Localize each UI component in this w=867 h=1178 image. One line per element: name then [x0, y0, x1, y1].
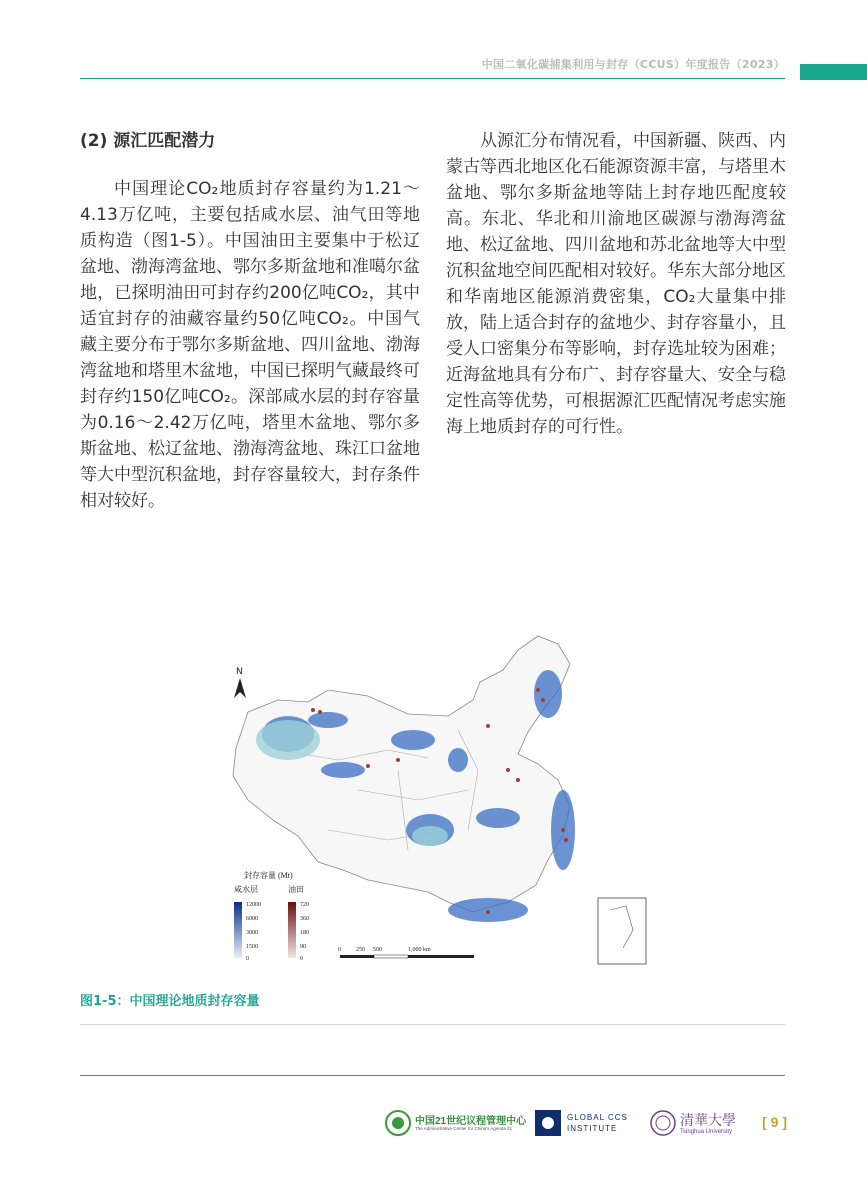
- saline-tick: 3000: [246, 930, 258, 936]
- oil-tick: 90: [300, 944, 306, 950]
- footer-rule: [80, 1075, 785, 1076]
- scale-label: 0: [338, 947, 341, 953]
- oil-tick: 0: [300, 956, 303, 962]
- left-paragraph: 中国理论CO₂地质封存容量约为1.21～4.13万亿吨，主要包括咸水层、油气田等地质构造（图1-5）。中国油田主要集中于松辽盆地、渤海湾盆地、鄂尔多斯盆地和准噶尔盆地，已探明油田可封存约200亿吨CO₂，其中适宜封存的油藏容量约50亿吨CO₂。中国气藏主要分布于鄂尔多斯盆地、四川盆地、渤海湾盆地和塔里木盆地，中国已探明气藏最终可封存约150亿吨CO₂。深部咸水层的封存容量为0.16～2.42万亿吨，塔里木盆地、鄂尔多斯盆地、松辽盆地、渤海湾盆地、珠江口盆地等大中型沉积盆地，封存容量较大，封存条件相对较好。: [80, 179, 420, 511]
- oil-tick: 180: [300, 930, 309, 936]
- oil-tick: 720: [300, 902, 309, 908]
- map-svg: [218, 630, 648, 970]
- section-heading: (2) 源汇匹配潜力: [80, 131, 216, 151]
- legend-title: 封存容量 (Mt): [244, 871, 293, 880]
- legend-saline-label: 咸水层: [234, 885, 258, 894]
- oil-tick: 360: [300, 916, 309, 922]
- report-header-title: 中国二氧化碳捕集利用与封存（CCUS）年度报告（2023）: [481, 58, 785, 71]
- tsinghua-subtitle: Tsinghua University: [680, 1129, 733, 1135]
- saline-tick: 6000: [246, 916, 258, 922]
- tsinghua-seal-icon: [650, 1110, 676, 1136]
- scale-label: 500: [373, 947, 382, 953]
- oil-color-ramp: [288, 902, 296, 958]
- page-number: [ 9 ]: [762, 1114, 787, 1130]
- south-china-sea-inset: [598, 898, 646, 964]
- caption-separator: [80, 1024, 785, 1025]
- gccsi-emblem-icon: [535, 1110, 561, 1136]
- gccsi-line1: GLOBAL CCS: [567, 1113, 628, 1122]
- header-rule: [80, 78, 785, 79]
- acca21-subtitle: The Administrative Center for China's Agenda 21: [415, 1126, 513, 1131]
- right-column: [446, 128, 786, 440]
- scale-label: 250: [356, 947, 365, 953]
- header-accent-bar: [800, 64, 867, 80]
- tsinghua-name: 清華大學: [680, 1113, 736, 1129]
- north-label: N: [236, 667, 243, 677]
- saline-tick: 1500: [246, 944, 258, 950]
- scale-label: 1,000 km: [408, 947, 431, 953]
- figure-caption: 图1-5：中国理论地质封存容量: [80, 994, 260, 1009]
- gccsi-line2: INSTITUTE: [567, 1124, 618, 1133]
- left-column: [80, 128, 420, 514]
- acca21-emblem-icon: [385, 1110, 411, 1136]
- saline-color-ramp: [234, 902, 242, 958]
- legend-oil-label: 油田: [288, 885, 304, 894]
- storage-capacity-map: [218, 630, 648, 970]
- saline-tick: 12000: [246, 902, 261, 908]
- saline-tick: 0: [246, 956, 249, 962]
- right-paragraph: 从源汇分布情况看，中国新疆、陕西、内蒙古等西北地区化石能源资源丰富，与塔里木盆地、鄂尔多斯盆地等陆上封存地匹配度较高。东北、华北和川渝地区碳源与渤海湾盆地、松辽盆地、四川盆地和苏北盆地等大中型沉积盆地空间匹配相对较好。华东大部分地区和华南地区能源消费密集，CO₂大量集中排放，陆上适合封存的盆地少、封存容量小，且受人口密集分布等影响，封存选址较为困难；近海盆地具有分布广、封存容量大、安全与稳定性高等优势，可根据源汇匹配情况考虑实施海上地质封存的可行性。: [446, 131, 786, 437]
- acca21-name: 中国21世纪议程管理中心: [415, 1116, 527, 1127]
